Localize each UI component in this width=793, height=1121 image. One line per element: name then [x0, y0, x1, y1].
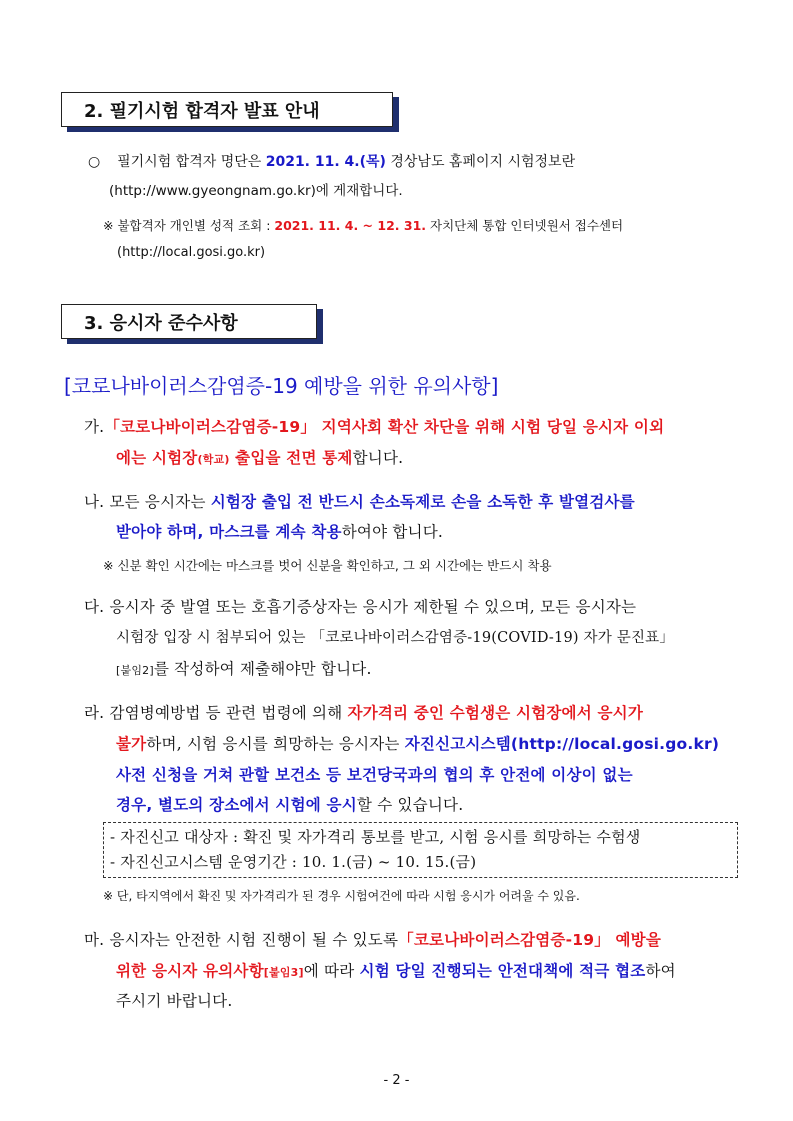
section-2-note-url: (http://local.gosi.go.kr) [117, 245, 266, 260]
section-2-line-1: ○ 필기시험 합격자 명단은 2021. 11. 4.(목) 경상남도 홈페이지 시험정보란 [88, 154, 576, 170]
item-ma-line-2: 위한 응시자 유의사항[붙임3]에 따라 시험 당일 진행되는 안전대책에 적극 협조하여 [116, 962, 676, 980]
self-report-box-line-1: - 자진신고 대상자 : 확진 및 자가격리 통보를 받고, 시험 응시를 희망하는 수험생 [110, 828, 641, 846]
item-na-line-1: 나. 모든 응시자는 시험장 출입 전 반드시 손소독제로 손을 소독한 후 발열검사를 [84, 493, 635, 511]
section-3-title [61, 304, 317, 339]
item-ma-line-3: 주시기 바랍니다. [116, 992, 233, 1010]
section-3-title-text: 3. 응시자 준수사항 [84, 312, 238, 334]
page-number: - 2 - [383, 1073, 410, 1088]
item-ma-line-1: 마. 응시자는 안전한 시험 진행이 될 수 있도록「코로나바이러스감염증-19」 예방을 [84, 931, 662, 949]
section-2-line-2: (http://www.gyeongnam.go.kr)에 게재합니다. [109, 183, 403, 199]
score-inquiry-period: 2021. 11. 4. ~ 12. 31. [274, 218, 427, 233]
self-report-box-line-2: - 자진신고시스템 운영기간 : 10. 1.(금) ~ 10. 15.(금) [110, 853, 477, 871]
item-ga-line-2: 에는 시험장(학교) 출입을 전면 통제합니다. [116, 449, 404, 467]
covid-subheading: [코로나바이러스감염증-19 예방을 위한 유의사항] [64, 374, 499, 398]
item-ga-line-1: 가.「코로나바이러스감염증-19」 지역사회 확산 차단을 위해 시험 당일 응시자 이외 [84, 418, 665, 436]
item-da-line-1: 다. 응시자 중 발열 또는 호흡기증상자는 응시가 제한될 수 있으며, 모든 응시자는 [84, 598, 637, 616]
section-2-note: ※ 불합격자 개인별 성적 조회 : 2021. 11. 4. ~ 12. 31. 자치단체 통합 인터넷원서 접수센터 [103, 218, 624, 233]
item-na-note: ※ 신분 확인 시간에는 마스크를 벗어 신분을 확인하고, 그 외 시간에는 반드시 착용 [103, 558, 552, 573]
item-na-line-2: 받아야 하며, 마스크를 계속 착용하여야 합니다. [116, 523, 444, 541]
item-da-line-3: [붙임2]를 작성하여 제출해야만 합니다. [116, 660, 372, 678]
item-ra-line-4: 경우, 별도의 장소에서 시험에 응시할 수 있습니다. [116, 796, 464, 814]
bullet-circle: ○ [88, 154, 101, 170]
item-ra-note: ※ 단, 타지역에서 확진 및 자가격리가 된 경우 시험여건에 따라 시험 응시가 어려울 수 있음. [103, 889, 580, 903]
item-ra-line-2: 불가하며, 시험 응시를 희망하는 응시자는 자진신고시스템(http://local.gosi.go.kr) [116, 735, 720, 753]
self-report-info-box [103, 822, 738, 878]
announcement-date: 2021. 11. 4.(목) [265, 154, 386, 170]
item-ra-line-1: 라. 감염병예방법 등 관련 법령에 의해 자가격리 중인 수험생은 시험장에서 응시가 [84, 704, 644, 722]
item-ra-line-3: 사전 신청을 거쳐 관할 보건소 등 보건당국과의 협의 후 안전에 이상이 없는 [116, 766, 633, 784]
section-2-title-text: 2. 필기시험 합격자 발표 안내 [84, 100, 320, 122]
section-2-title [61, 92, 393, 127]
item-da-line-2: 시험장 입장 시 첨부되어 있는 「코로나바이러스감염증-19(COVID-19) 자가 문진표」 [116, 630, 675, 646]
